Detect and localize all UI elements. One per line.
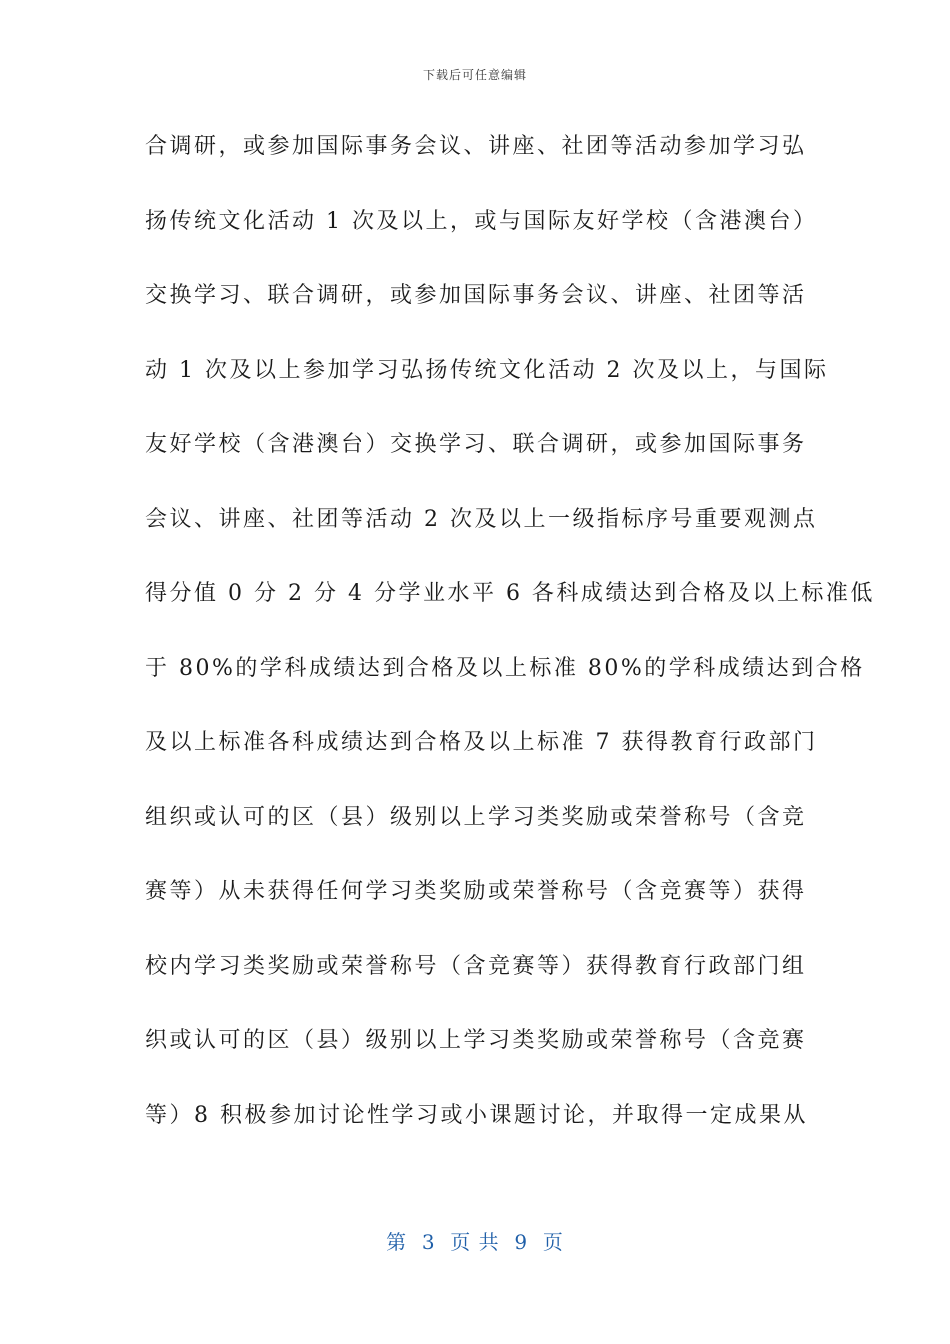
body-line: 扬传统文化活动 1 次及以上，或与国际友好学校（含港澳台） bbox=[145, 208, 818, 234]
body-line: 及以上标准各科成绩达到合格及以上标准 7 获得教育行政部门 bbox=[145, 730, 818, 755]
body-line: 织或认可的区（县）级别以上学习类奖励或荣誉称号（含竞赛 bbox=[145, 1028, 807, 1053]
body-line: 合调研，或参加国际事务会议、讲座、社团等活动参加学习弘 bbox=[145, 134, 807, 159]
body-line: 交换学习、联合调研，或参加国际事务会议、讲座、社团等活 bbox=[145, 283, 807, 308]
body-line: 会议、讲座、社团等活动 2 次及以上一级指标序号重要观测点 bbox=[145, 506, 818, 532]
page-number: 第 3 页 共 9 页 bbox=[386, 1230, 564, 1254]
body-line: 校内学习类奖励或荣誉称号（含竞赛等）获得教育行政部门组 bbox=[145, 953, 807, 979]
body-line: 友好学校（含港澳台）交换学习、联合调研，或参加国际事务 bbox=[145, 432, 807, 457]
body-line: 于 80%的学科成绩达到合格及以上标准 80%的学科成绩达到合格 bbox=[145, 655, 865, 681]
body-line: 动 1 次及以上参加学习弘扬传统文化活动 2 次及以上，与国际 bbox=[145, 357, 829, 383]
body-line: 等）8 积极参加讨论性学习或小课题讨论，并取得一定成果从 bbox=[145, 1102, 808, 1128]
document-body bbox=[145, 125, 875, 1168]
page-header: 下载后可任意编辑 bbox=[422, 68, 527, 82]
body-line: 组织或认可的区（县）级别以上学习类奖励或荣誉称号（含竞 bbox=[145, 804, 807, 830]
body-line: 得分值 0 分 2 分 4 分学业水平 6 各科成绩达到合格及以上标准低 bbox=[145, 581, 875, 606]
body-line: 赛等）从未获得任何学习类奖励或荣誉称号（含竞赛等）获得 bbox=[145, 879, 807, 904]
